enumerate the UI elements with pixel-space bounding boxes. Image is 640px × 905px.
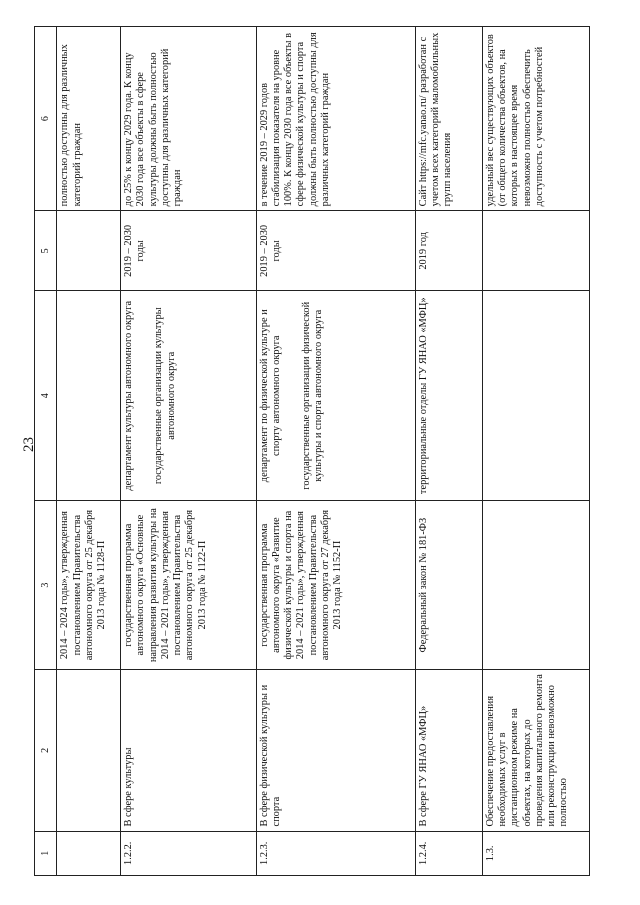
table-row bbox=[57, 27, 121, 876]
row-number: 1.2.3. bbox=[256, 831, 415, 875]
row-executor-main: территориальные отделы ГУ ЯНАО «МФЦ» bbox=[417, 297, 429, 495]
row-number: 1.2.4. bbox=[415, 831, 482, 875]
header-col-5: 5 bbox=[35, 211, 57, 291]
row-executor-main: департамент культуры автономного округа bbox=[123, 300, 135, 491]
row-result: полностью доступны для различных категорий граждан bbox=[57, 27, 121, 211]
row-executor bbox=[57, 291, 121, 501]
row-document: государственная программа автономного округа «Развитие физической культуры и спорта на 2014 – 2021 годы», утвержденная постановлением Правительства автономного округа от 27 декабря 2013 года № 1152-П bbox=[256, 501, 415, 670]
row-result: в течение 2019 – 2029 годов стабилизация показателя на уровне 100%. К концу 2030 года все объекты в сфере физической культуры и спорта должны быть полностью доступны для различных категорий граждан bbox=[256, 27, 415, 211]
row-document: Федеральный закон № 181-ФЗ bbox=[415, 501, 482, 670]
row-area: В сфере культуры bbox=[121, 670, 257, 831]
row-area: В сфере физической культуры и спорта bbox=[256, 670, 415, 831]
executor-spacer bbox=[283, 295, 301, 496]
header-col-1: 1 bbox=[35, 831, 57, 875]
page-number: 23 bbox=[21, 437, 37, 452]
table-row bbox=[256, 27, 415, 876]
table-row bbox=[415, 27, 482, 876]
row-document bbox=[482, 501, 589, 670]
row-result: удельный вес существующих объектов (от общего количества объектов, на которых в настоящее время невозможно полностью обеспечить доступность с учетом потребностей bbox=[482, 27, 589, 211]
row-executor-main: департамент по физической культуре и спорту автономного округа bbox=[258, 309, 282, 483]
row-number: 1.3. bbox=[482, 831, 589, 875]
row-period bbox=[57, 211, 121, 291]
row-document: 2014 – 2024 годы», утвержденная постановлением Правительства автономного округа от 25 декабря 2013 года № 1128-П bbox=[57, 501, 121, 670]
row-area bbox=[57, 670, 121, 831]
row-document: государственная программа автономного округа «Основные направления развития культуры на 2014 – 2021 годы», утвержденная постановлением Правительства автономного округа от 25 декабря 2013 года № 1122-П bbox=[121, 501, 257, 670]
row-area: Обеспечение предоставления необходимых услуг в дистанционном режиме на объектах, на которых до проведения капитального ремонта или реконструкции невозможно полностью bbox=[482, 670, 589, 831]
row-period: 2019 – 2030 годы bbox=[256, 211, 415, 291]
header-row bbox=[35, 27, 57, 876]
row-executor-co: государственные организации культуры автономного округа bbox=[153, 307, 177, 485]
row-result: Сайт https://mfc.yanao.ru/ разработан с учетом всех категорий маломобильных групп населения bbox=[415, 27, 482, 211]
table-row bbox=[482, 27, 589, 876]
row-executor-co: государственные организации физической культуры и спорта автономного округа bbox=[301, 301, 325, 490]
row-period: 2019 – 2030 годы bbox=[121, 211, 257, 291]
row-executor bbox=[256, 291, 415, 501]
row-executor bbox=[121, 291, 257, 501]
header-col-4: 4 bbox=[35, 291, 57, 501]
row-executor bbox=[415, 291, 482, 501]
measures-table bbox=[34, 26, 590, 876]
header-col-6: 6 bbox=[35, 27, 57, 211]
row-period: 2019 год bbox=[415, 211, 482, 291]
row-executor bbox=[482, 291, 589, 501]
row-area: В сфере ГУ ЯНАО «МФЦ» bbox=[415, 670, 482, 831]
row-number bbox=[57, 831, 121, 875]
rotated-table-wrapper bbox=[34, 26, 590, 876]
header-col-2: 2 bbox=[35, 670, 57, 831]
row-number: 1.2.2. bbox=[121, 831, 257, 875]
executor-spacer bbox=[135, 295, 153, 496]
table-row bbox=[121, 27, 257, 876]
header-col-3: 3 bbox=[35, 501, 57, 670]
row-result: до 25% к концу 2029 года. К концу 2030 года все объекты в сфере культуры должны быть полностью доступны для различных категорий граждан bbox=[121, 27, 257, 211]
row-period bbox=[482, 211, 589, 291]
